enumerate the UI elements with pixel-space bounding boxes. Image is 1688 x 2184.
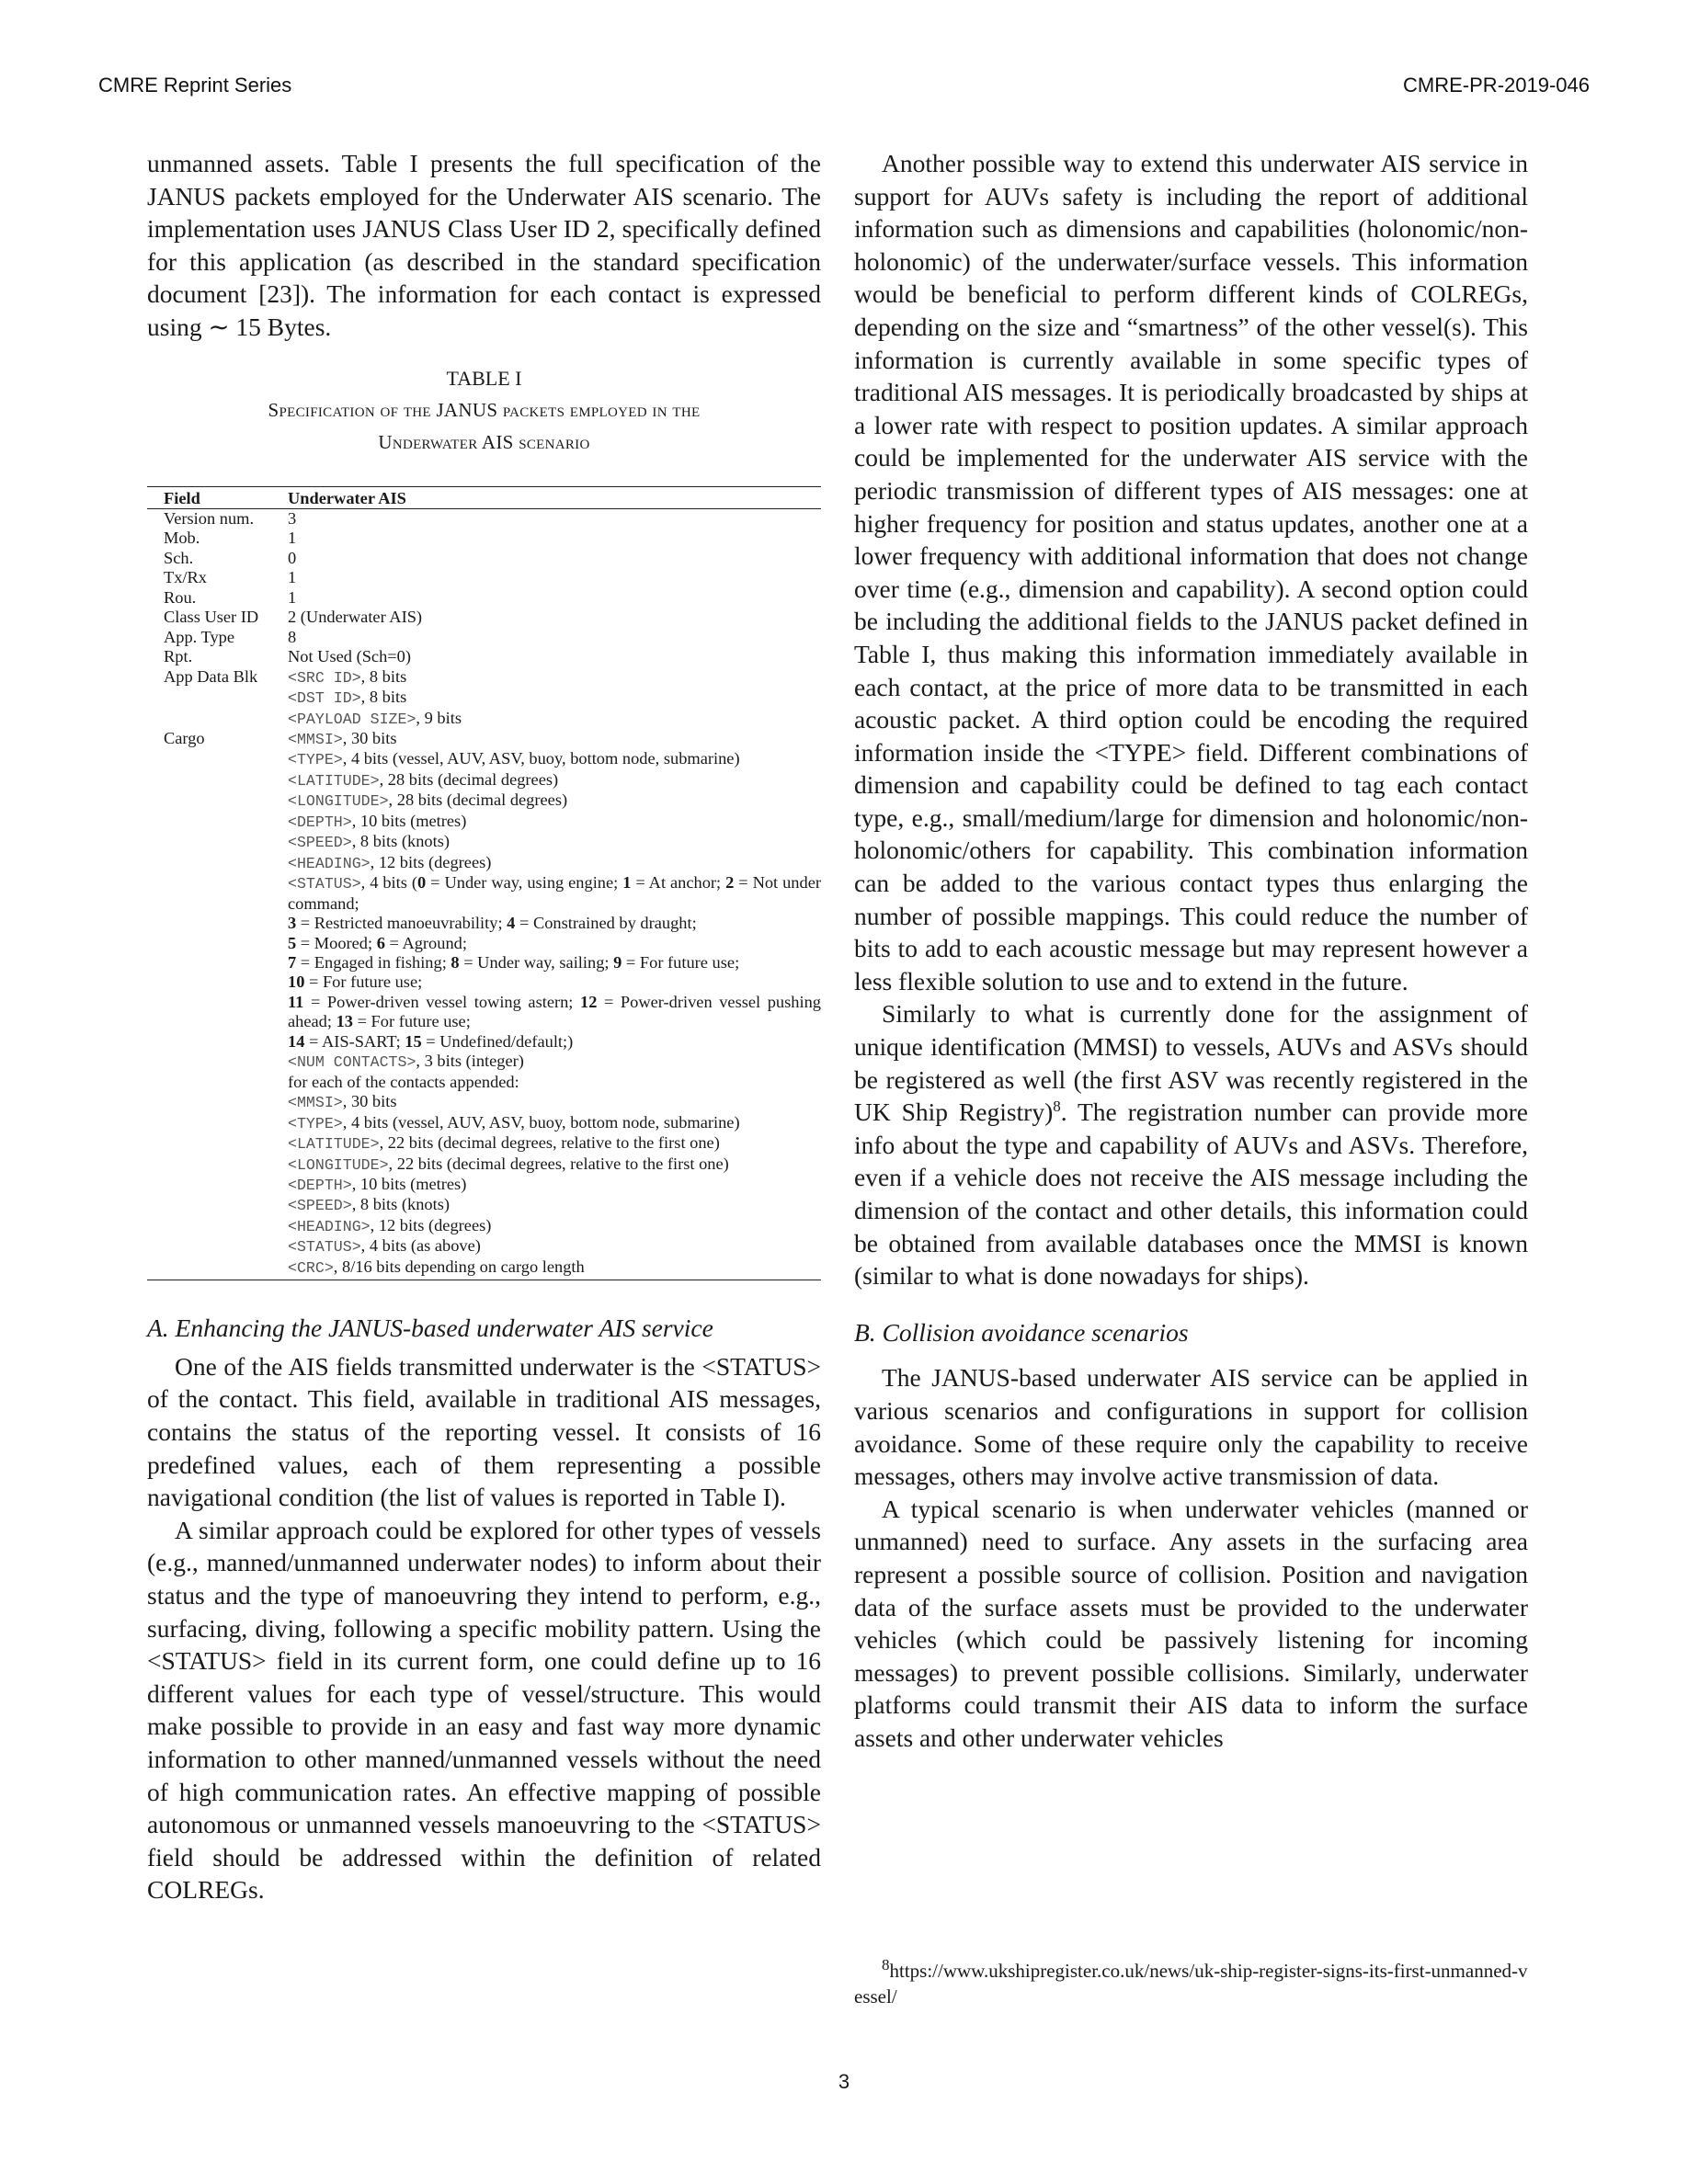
value-text: , 10 bits (metres) xyxy=(351,811,467,830)
table-row xyxy=(147,509,821,529)
paragraph: A similar approach could be explored for other types of vessels (e.g., manned/unmanned underwater nodes) to inform about their status and the type of manoeuvring they intend to perform, e.g., surfacing, diving, following a specific mobility pattern. Using the <STATUS> field in its current form, one could define up to 16 different values for each type of vessel/structure. This would make possible to provide in an easy and fast way more dynamic information to other manned/unmanned vessels without the need of high communication rates. An effective mapping of possible autonomous or unmanned vessels manoeuvring to the <STATUS> field should be addressed within the definition of related COLREGs. xyxy=(147,1515,821,1905)
status-text: = For future use; xyxy=(304,973,423,992)
status-text: = Power-driven vessel pushing ahead; xyxy=(288,992,821,1031)
status-code: 3 xyxy=(288,914,297,933)
value-text: , 30 bits xyxy=(342,1092,397,1111)
mono-field: <LATITUDE> xyxy=(288,771,380,790)
status-code: 2 xyxy=(725,873,735,893)
status-text: = Restricted manoeuvrability; xyxy=(296,914,508,933)
status-code: 7 xyxy=(288,952,297,972)
left-column xyxy=(147,147,821,1906)
status-text: = Aground; xyxy=(384,933,467,952)
mono-field: <HEADING> xyxy=(288,1217,371,1235)
mono-field: <LONGITUDE> xyxy=(288,792,389,811)
mono-field: <CRC> xyxy=(288,1258,334,1277)
status-text: = For future use; xyxy=(352,1012,471,1031)
mono-field: <LATITUDE> xyxy=(288,1135,380,1154)
value-cell: 8 xyxy=(288,627,297,646)
status-code: 8 xyxy=(451,952,460,972)
status-code: 0 xyxy=(417,873,427,893)
status-code: 11 xyxy=(288,992,304,1011)
running-header-right: CMRE-PR-2019-046 xyxy=(1403,74,1590,97)
mono-field: <MMSI> xyxy=(288,1094,343,1112)
status-code: 12 xyxy=(580,992,598,1011)
value-text: , 12 bits (degrees) xyxy=(370,852,492,871)
mono-field: <PAYLOAD SIZE> xyxy=(288,710,416,728)
mono-field: <DST ID> xyxy=(288,689,361,708)
value-text: , 28 bits (decimal degrees) xyxy=(388,791,568,810)
mono-field: <DEPTH> xyxy=(288,813,352,831)
status-code: 15 xyxy=(405,1031,422,1051)
value-text: , 3 bits (integer) xyxy=(416,1052,524,1071)
value-cell xyxy=(288,667,821,729)
status-codes xyxy=(288,873,821,1052)
value-text: , 8 bits xyxy=(360,688,407,707)
table-row xyxy=(147,549,821,568)
mono-field: <TYPE> xyxy=(288,1114,343,1132)
status-text: = AIS-SART; xyxy=(304,1031,405,1051)
status-text: = Undefined/default;) xyxy=(421,1031,574,1051)
mono-field: <STATUS> xyxy=(288,875,361,893)
paragraph: Another possible way to extend this underwater AIS service in support for AUVs safety is including the report of additional information such as dimensions and capabilities (holonomic/non-holonomic) of the underwater/surface vessels. This information would be beneficial to perform different kinds of COLREGs, depending on the size and “smartness” of the other vessel(s). This information is currently available in some specific types of traditional AIS messages. It is periodically broadcasted by ships at a lower rate with respect to position updates. A similar approach could be implemented for the underwater AIS service with the periodic transmission of different types of AIS messages: one at higher frequency for position and status updates, another one at a lower frequency with additional information that does not change over time (e.g., dimension and capability). A second option could be including the additional fields to the JANUS packet defined in Table I, thus making this information immediately available in each contact, at the price of more data to be transmitted in each acoustic packet. A third option could be encoding the required information inside the <TYPE> field. Different combinations of dimension and capability could be defined to tag each contact type, e.g., small/medium/large for dimension and holonomic/non-holonomic/others for capability. This combination information can be added to the various contact types thus enlarging the number of possible mappings. This could reduce the number of bits to add to each acoustic message but may represent however a less flexible solution to use and to extend in the future. xyxy=(854,149,1528,995)
value-text: , 22 bits (decimal degrees, relative to the first one) xyxy=(379,1133,720,1153)
footnote-url: https://www.ukshipregister.co.uk/news/uk-ship-register-signs-its-first-unmanned-vessel/ xyxy=(854,1960,1528,2008)
header-field: Field xyxy=(164,488,200,507)
value-text: , 8 bits (knots) xyxy=(351,832,450,851)
value-text: , 4 bits (vessel, AUV, ASV, buoy, bottom node, submarine) xyxy=(342,1112,740,1132)
value-text: , 8 bits xyxy=(360,666,407,686)
paragraph-text: . The registration number can provide more info about the type and capability of AUVs and ASVs. Therefore, even if a vehicle does not receive the AIS message including the dimension of the contact and other details, this information could be obtained from available databases once the MMSI is known (similar to what is done nowadays for ships). xyxy=(854,1098,1529,1291)
status-code: 5 xyxy=(288,933,297,952)
table-row xyxy=(147,647,821,666)
table-row xyxy=(147,608,821,627)
value-cell: 1 xyxy=(288,529,297,548)
mono-field: <NUM CONTACTS> xyxy=(288,1053,416,1072)
status-text: = Power-driven vessel towing astern; xyxy=(303,992,580,1011)
status-code: 4 xyxy=(507,914,516,933)
spec-table xyxy=(147,486,821,1281)
value-cell: 3 xyxy=(288,509,297,529)
intro-paragraph: unmanned assets. Table I presents the full specification of the JANUS packets employed for the Underwater AIS scenario. The implementation uses JANUS Class User ID 2, specifically defined for this application (as described in the standard specification document [23]). The information for each contact is expressed using ∼ 15 Bytes. xyxy=(147,149,821,341)
section-a-heading: A. Enhancing the JANUS-based underwater AIS service xyxy=(147,1314,713,1343)
status-text: = Moored; xyxy=(296,933,377,952)
value-cell: 1 xyxy=(288,568,297,587)
field-cell: Cargo xyxy=(164,729,205,747)
header-value: Underwater AIS xyxy=(288,488,406,507)
value-text: , 4 bits (vessel, AUV, ASV, buoy, bottom node, submarine) xyxy=(342,749,740,768)
table-row xyxy=(147,568,821,587)
status-text: = Constrained by draught; xyxy=(515,914,697,933)
status-code: 10 xyxy=(288,973,305,992)
paragraph: The JANUS-based underwater AIS service can be applied in various scenarios and configurations in support for collision avoidance. Some of these require only the capability to receive messages, others may involve active transmission of data. xyxy=(854,1363,1528,1491)
value-cell: 1 xyxy=(288,587,297,607)
table-row-cargo xyxy=(147,729,821,1278)
table-caption-line-1: Specification of the JANUS packets employed in the xyxy=(268,398,701,421)
mono-field: <LONGITUDE> xyxy=(288,1155,389,1174)
value-cell: 2 (Underwater AIS) xyxy=(288,608,423,627)
section-b-heading: B. Collision avoidance scenarios xyxy=(854,1317,1189,1347)
status-text: = Engaged in fishing; xyxy=(296,952,451,972)
mono-field: <MMSI> xyxy=(288,731,343,748)
status-code: 13 xyxy=(336,1012,353,1031)
status-text: = At anchor; xyxy=(631,873,726,893)
mono-field: <HEADING> xyxy=(288,854,371,872)
value-cell: 0 xyxy=(288,548,297,567)
mono-field: <SRC ID> xyxy=(288,668,361,687)
value-text: , 12 bits (degrees) xyxy=(370,1215,492,1234)
table-row xyxy=(147,588,821,608)
value-cell xyxy=(288,729,821,1278)
field-cell: Class User ID xyxy=(164,608,259,627)
value-text: , 22 bits (decimal degrees, relative to the first one) xyxy=(388,1154,729,1173)
status-text: = Under way, sailing; xyxy=(459,952,614,972)
table-row xyxy=(147,628,821,647)
field-cell: Rou. xyxy=(164,587,197,607)
table-row xyxy=(147,529,821,548)
value-text: , 8/16 bits depending on cargo length xyxy=(333,1257,585,1276)
value-text: , 4 bits (as above) xyxy=(360,1236,481,1256)
mono-field: <STATUS> xyxy=(288,1238,361,1257)
footnote-marker: 8 xyxy=(1053,1098,1061,1116)
mono-field: <DEPTH> xyxy=(288,1176,352,1194)
value-text: , 9 bits xyxy=(416,708,462,727)
field-cell: App Data Blk xyxy=(164,666,258,686)
field-cell: Mob. xyxy=(164,529,200,548)
value-text: for each of the contacts appended: xyxy=(288,1072,519,1091)
value-text: , 8 bits (knots) xyxy=(351,1195,450,1214)
table-header-row xyxy=(147,489,821,509)
value-text: , 10 bits (metres) xyxy=(351,1174,467,1193)
table-row-app-data xyxy=(147,667,821,729)
footnote xyxy=(854,1958,1528,2009)
status-text: = For future use; xyxy=(622,952,740,972)
table-caption-line-2: Underwater AIS scenario xyxy=(378,430,590,453)
field-cell: Rpt. xyxy=(164,647,193,666)
status-code: 14 xyxy=(288,1031,305,1051)
paragraph-with-footnote xyxy=(854,997,1528,1291)
value-cell: Not Used (Sch=0) xyxy=(288,647,411,666)
page-number: 3 xyxy=(838,2070,850,2093)
footnote-number: 8 xyxy=(882,1956,890,1974)
status-code: 1 xyxy=(622,873,632,893)
running-header-left: CMRE Reprint Series xyxy=(98,74,292,97)
right-column xyxy=(854,147,1528,1755)
field-cell: Sch. xyxy=(164,548,194,567)
status-text: = Under way, using engine; xyxy=(426,873,623,893)
field-cell: Version num. xyxy=(164,509,255,529)
paragraph-text: Similarly to what is currently done for the assignment of unique identification (MMSI) to vessels, AUVs and ASVs should be registered as well (the first ASV was recently registered in the UK Ship Registry) xyxy=(854,999,1528,1127)
status-text: = Not under command; xyxy=(288,873,821,913)
status-code: 9 xyxy=(613,952,622,972)
paragraph: A typical scenario is when underwater vehicles (manned or unmanned) need to surface. Any assets in the surfacing area represent a possible source of collision. Position and navigation data of the surface assets must be provided to the underwater vehicles (which could be passively listening for incoming messages) to prevent possible collisions. Similarly, underwater platforms could transmit their AIS data to inform the surface assets and other underwater vehicles xyxy=(854,1494,1528,1752)
field-cell: App. Type xyxy=(164,627,235,646)
paragraph: One of the AIS fields transmitted underwater is the <STATUS> of the contact. This field, available in traditional AIS messages, contains the status of the reporting vessel. It consists of 16 predefined values, each of them representing a possible navigational condition (the list of values is reported in Table I). xyxy=(147,1351,821,1512)
value-text: , 30 bits xyxy=(342,729,397,747)
table-title: TABLE I xyxy=(446,366,522,390)
mono-field: <SPEED> xyxy=(288,1197,352,1215)
value-text: , 4 bits ( xyxy=(360,873,417,893)
value-text: , 28 bits (decimal degrees) xyxy=(379,769,559,789)
status-code: 6 xyxy=(376,933,385,952)
field-cell: Tx/Rx xyxy=(164,568,208,587)
mono-field: <TYPE> xyxy=(288,751,343,769)
mono-field: <SPEED> xyxy=(288,834,352,852)
